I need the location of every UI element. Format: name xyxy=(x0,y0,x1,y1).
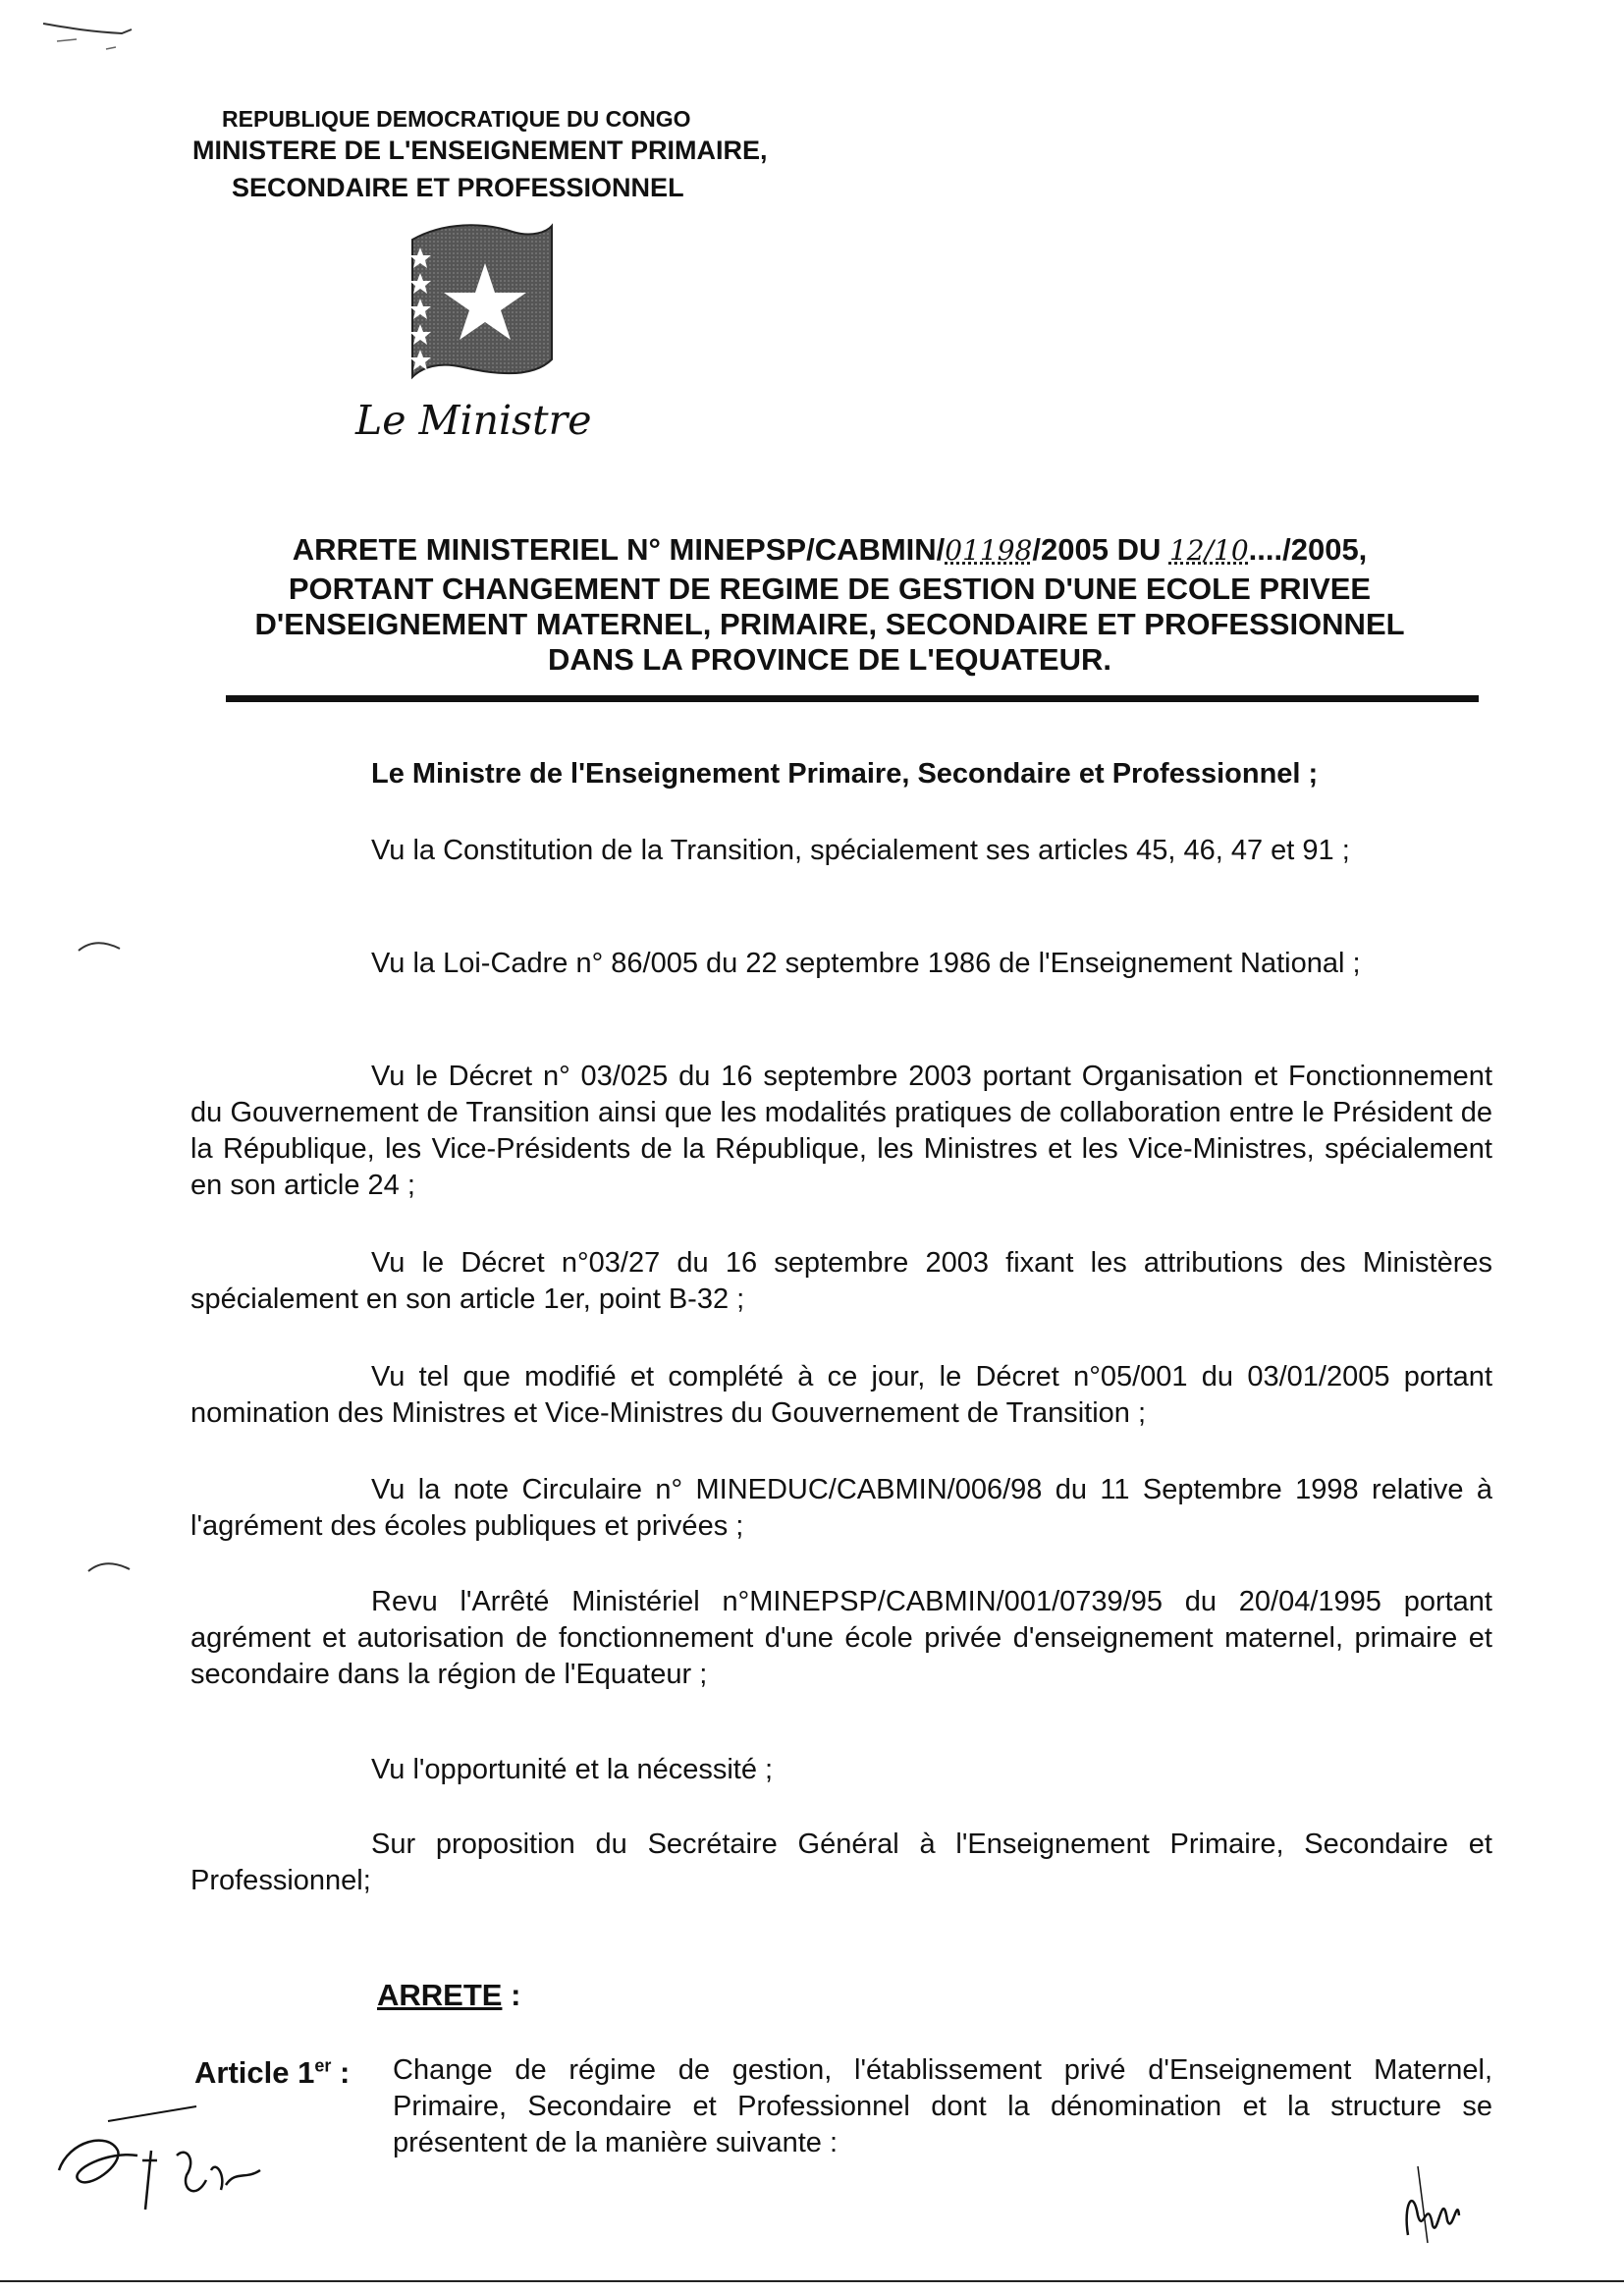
paragraph: Vu le Décret n°03/27 du 16 septembre 2003 fixant les attributions des Ministères spécialement en son article 1er, point B-32 ; xyxy=(190,1247,1492,1315)
decree-date: 12/10 xyxy=(1168,534,1249,567)
paragraph: Vu tel que modifié et complété à ce jour, le Décret n°05/001 du 03/01/2005 portant nomination des Ministres et Vice-Ministres du Gouvernement de Transition ; xyxy=(190,1361,1492,1429)
paragraph: Vu l'opportunité et la nécessité ; xyxy=(371,1754,774,1785)
paragraph: Sur proposition du Secrétaire Général à l'Enseignement Primaire, Secondaire et Professionnel; xyxy=(190,1829,1492,1896)
arrete-heading: ARRETE : xyxy=(377,1978,521,2012)
paragraph: Vu la Constitution de la Transition, spécialement ses articles 45, 46, 47 et 91 ; xyxy=(371,835,1350,866)
paragraph: Vu la note Circulaire n° MINEDUC/CABMIN/006/98 du 11 Septembre 1998 relative à l'agrément des écoles publiques et privées ; xyxy=(190,1474,1492,1542)
paragraph: Vu le Décret n° 03/025 du 16 septembre 2003 portant Organisation et Fonctionnement du Gouvernement de Transition ainsi que les modalités pratiques de collaboration entre le Président de la République, les Vice-Présidents de la République, les Ministres et les Vice-Ministres, spécialement en son article 24 ; xyxy=(190,1061,1492,1201)
scan-mark-icon xyxy=(37,10,145,59)
header-country: REPUBLIQUE DEMOCRATIQUE DU CONGO xyxy=(222,106,691,132)
decree-number: 01198 xyxy=(945,534,1033,567)
decree-title-line3: D'ENSEIGNEMENT MATERNEL, PRIMAIRE, SECONDAIRE ET PROFESSIONNEL xyxy=(254,607,1405,641)
header-ministry-line1: MINISTERE DE L'ENSEIGNEMENT PRIMAIRE, xyxy=(192,136,768,165)
title-divider xyxy=(226,695,1479,702)
flag-emblem-icon xyxy=(405,212,554,389)
paragraph: Vu la Loi-Cadre n° 86/005 du 22 septembre 1986 de l'Enseignement National ; xyxy=(371,948,1361,979)
bottom-edge-line xyxy=(0,2280,1624,2282)
margin-mark-icon xyxy=(84,1556,134,1579)
handwritten-initials-icon xyxy=(49,2102,285,2219)
minister-heading: Le Ministre xyxy=(355,397,592,444)
minister-lead: Le Ministre de l'Enseignement Primaire, Secondaire et Professionnel ; xyxy=(371,758,1319,790)
article-text: Change de régime de gestion, l'établissement privé d'Enseignement Maternel, Primaire, Secondaire et Professionnel dont la dénomination et la structure se présentent de la manière suivante : xyxy=(393,2054,1492,2158)
header-ministry-line2: SECONDAIRE ET PROFESSIONNEL xyxy=(232,173,684,202)
article-label: Article 1er : xyxy=(194,2055,351,2090)
decree-title-line2: PORTANT CHANGEMENT DE REGIME DE GESTION D'UNE ECOLE PRIVEE xyxy=(288,572,1372,606)
handwritten-paraph-icon xyxy=(1398,2157,1477,2245)
paragraph: Revu l'Arrêté Ministériel n°MINEPSP/CABMIN/001/0739/95 du 20/04/1995 portant agrément et autorisation de fonctionnement d'une école privée d'enseignement maternel, primaire et secondaire dans la région de l'Equateur ; xyxy=(190,1586,1492,1690)
decree-title-line4: DANS LA PROVINCE DE L'EQUATEUR. xyxy=(547,642,1111,677)
decree-title-line1: ARRETE MINISTERIEL N° MINEPSP/CABMIN/01198/2005 DU 12/10..../2005, xyxy=(292,532,1368,567)
margin-mark-icon xyxy=(75,935,124,958)
